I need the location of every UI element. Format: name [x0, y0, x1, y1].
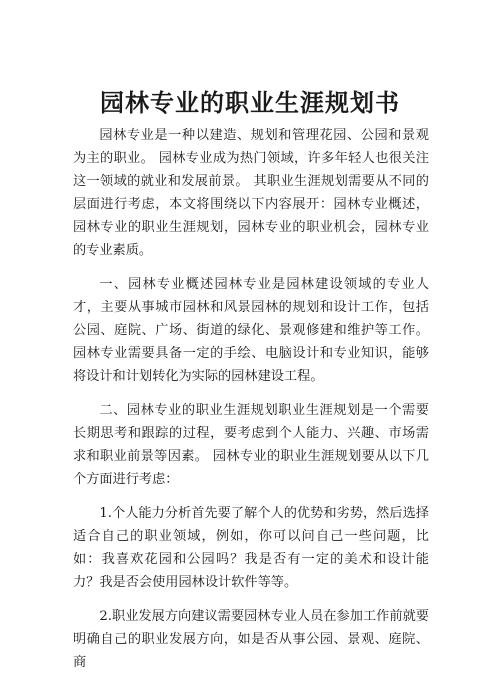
paragraph-development-direction: 2.职业发展方向建议需要园林专业人员在参加工作前就要明确自己的职业发展方向，如是否从事公园、景观、庭院、商: [73, 609, 429, 670]
paragraph-ability-analysis: 1.个人能力分析首先要了解个人的优势和劣势，然后选择适合自己的职业领域，例如，你可以问自己一些问题，比如：我喜欢花园和公园吗？我是否有一定的美术和设计能力？我是否会使用园林设计软件等等。: [73, 506, 429, 590]
paragraph-overview: 一、园林专业概述园林专业是园林建设领域的专业人才，主要从事城市园林和风景园林的规划和设计工作，包括公园、庭院、广场、街道的绿化、景观修建和维护等工作。 园林专业需要具备一定的手绘、电脑设计和专业知识，能够将设计和计划转化为实际的园林建设工程。: [73, 277, 429, 384]
document-body: [73, 124, 429, 685]
paragraph-intro: 园林专业是一种以建造、规划和管理花园、公园和景观为主的职业。 园林专业成为热门领域，许多年轻人也很关注这一领域的就业和发展前景。 其职业生涯规划需要从不同的层面进行考虑，本文将围绕以下内容展开：园林专业概述，园林专业的职业生涯规划，园林专业的职业机会，园林专业的专业素质。: [73, 128, 429, 258]
document-title: 园林专业的职业生涯规划书: [100, 88, 400, 117]
paragraph-career-planning: 二、园林专业的职业生涯规划职业生涯规划是一个需要长期思考和跟踪的过程，要考虑到个人能力、兴趣、市场需求和职业前景等因素。 园林专业的职业生涯规划要从以下几个方面进行考虑：: [73, 403, 429, 487]
